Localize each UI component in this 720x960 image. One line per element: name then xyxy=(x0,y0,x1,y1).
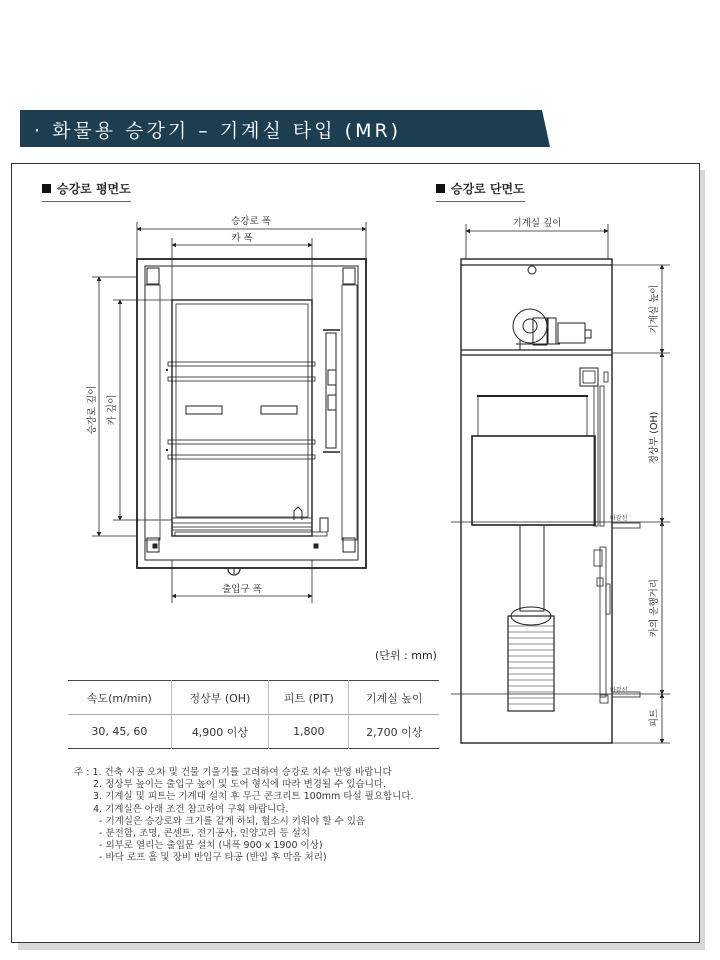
note-text: - 외부로 열리는 출입문 설치 (내폭 900 x 1900 이상) xyxy=(99,840,323,852)
buffer-rungs xyxy=(508,626,554,704)
hoistway-section xyxy=(461,259,640,743)
note-text: 1. 건축 시공 오차 및 건물 기울기를 고려하여 승강로 치수 반영 바랍니다 xyxy=(92,767,392,778)
dim-travel: 카의 운행거리 xyxy=(649,578,660,638)
note-item xyxy=(74,767,504,779)
section-label-text: 승강로 단면도 xyxy=(451,182,525,196)
dim-pit: 피트 xyxy=(649,708,660,728)
note-item xyxy=(74,804,504,816)
note-text: - 기계실은 승강로와 크기를 같게 하되, 협소시 키워야 할 수 있음 xyxy=(99,815,366,827)
hoistway-plan xyxy=(137,259,366,575)
cell-overhead: 4,900 이상 xyxy=(171,715,269,749)
dim-machine-room-height: 기계실 높이 xyxy=(649,284,660,334)
plan-label-text: 승강로 평면도 xyxy=(57,182,131,196)
note-subitem xyxy=(74,828,504,840)
dim-hoistway-depth: 승강로 깊이 xyxy=(87,385,98,435)
header-pit: 피트 (PIT) xyxy=(269,681,349,715)
note-text: - 바닥 로프 홀 및 장비 반입구 타공 (반입 후 막음 처리) xyxy=(99,852,327,864)
dim-entrance-width: 출입구 폭 xyxy=(222,584,262,595)
table-row xyxy=(68,715,439,749)
note-text: 4. 기계실은 아래 조건 참고하여 구획 바랍니다. xyxy=(93,803,289,815)
plan-dimensions xyxy=(92,222,366,603)
note-text: 3. 기계실 및 피트는 기계대 설치 후 무근 콘크리트 100mm 타설 필요합니다. xyxy=(93,791,414,803)
dim-hoistway-width: 승강로 폭 xyxy=(231,216,271,227)
dim-overhead: 정상부 (OH) xyxy=(649,411,660,465)
dim-machine-room-depth: 기계실 깊이 xyxy=(512,218,562,229)
section-dimensions xyxy=(451,224,670,743)
page-title: · 화물용 승강기 – 기계실 타입 (MR) xyxy=(34,120,402,142)
cell-speed: 30, 45, 60 xyxy=(91,725,148,738)
header-speed: 속도(m/min) xyxy=(86,691,152,705)
unit-note: (단위 : mm) xyxy=(375,649,437,662)
note-item xyxy=(74,779,504,791)
floor-finish-mark-upper: 마감선 xyxy=(610,515,628,522)
dim-car-depth: 카 깊이 xyxy=(107,394,118,426)
note-text: 2. 정상부 높이는 출입구 높이 및 도어 형식에 따라 변경될 수 있습니다. xyxy=(93,779,387,791)
note-item xyxy=(74,791,504,803)
note-subitem xyxy=(74,816,504,828)
header-machine-room-height: 기계실 높이 xyxy=(349,681,439,715)
traction-machine xyxy=(513,309,591,350)
notes-prefix: 주 : xyxy=(74,767,90,778)
dim-car-width: 카 폭 xyxy=(231,233,253,244)
note-text: - 분전함, 조명, 콘센트, 전기공사, 인양고리 등 설치 xyxy=(99,828,311,840)
note-subitem xyxy=(74,852,504,864)
spec-table-header xyxy=(68,681,439,715)
floor-finish-mark-lower: 마감선 xyxy=(610,687,628,694)
spec-table xyxy=(68,680,439,749)
header-overhead: 정상부 (OH) xyxy=(171,681,269,715)
notes xyxy=(74,767,504,865)
note-subitem xyxy=(74,840,504,852)
cell-pit: 1,800 xyxy=(269,715,349,749)
cell-machine-room-height: 2,700 이상 xyxy=(349,715,439,749)
